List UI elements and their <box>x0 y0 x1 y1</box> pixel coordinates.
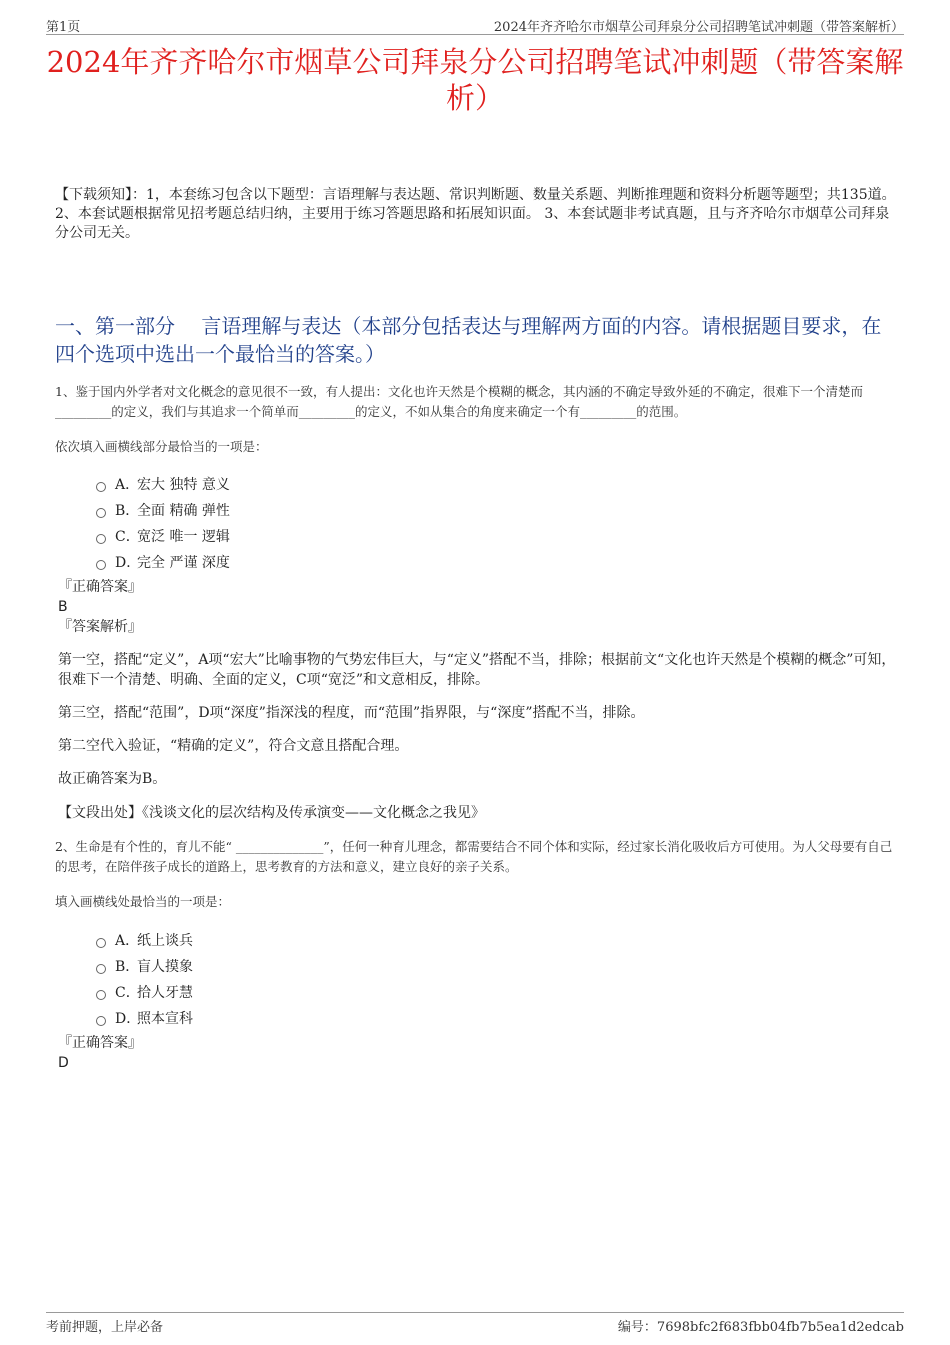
option-text: 宽泛 唯一 逻辑 <box>137 529 230 545</box>
option-letter: D． <box>115 1011 141 1027</box>
radio-icon[interactable] <box>96 990 106 1000</box>
option-letter: C． <box>115 529 140 545</box>
option-b[interactable] <box>96 953 193 979</box>
document-title: 2024年齐齐哈尔市烟草公司拜泉分公司招聘笔试冲刺题（带答案解析） <box>46 45 904 115</box>
analysis-paragraph: 第一空，搭配“定义”，A项“宏大”比喻事物的气势宏伟巨大，与“定义”搭配不当，排除；根据前文“文化也许天然是个模糊的概念”可知，很难下一个清楚、明确、全面的定义，C项“宽泛”和文意相反，排除。 <box>58 652 896 688</box>
option-c[interactable] <box>96 979 193 1005</box>
passage-source: 【文段出处】《浅谈文化的层次结构及传承演变——文化概念之我见》 <box>58 805 485 821</box>
radio-icon[interactable] <box>96 560 106 570</box>
option-text: 盲人摸象 <box>137 959 193 975</box>
answer-label: 『正确答案』 <box>58 579 142 595</box>
radio-icon[interactable] <box>96 534 106 544</box>
page-header <box>46 14 904 35</box>
analysis-paragraph: 第二空代入验证，“精确的定义”，符合文意且搭配合理。 <box>58 738 409 754</box>
question-2-prompt: 填入画横线处最恰当的一项是： <box>55 894 231 909</box>
option-letter: B． <box>115 959 140 975</box>
question-2-options <box>96 927 193 1031</box>
option-text: 拾人牙慧 <box>137 985 193 1001</box>
option-d[interactable] <box>96 549 230 575</box>
option-d[interactable] <box>96 1005 193 1031</box>
option-letter: D． <box>115 555 141 571</box>
analysis-label: 『答案解析』 <box>58 619 142 635</box>
answer-value: D <box>58 1055 69 1071</box>
radio-icon[interactable] <box>96 964 106 974</box>
option-text: 全面 精确 弹性 <box>137 503 230 519</box>
question-1-text: 1、鉴于国内外学者对文化概念的意见很不一致，有人提出：文化也许天然是个模糊的概念，其内涵的不确定导致外延的不确定，很难下一个清楚而_________的定义，我们与其追求一个简单而_________的定义，不如从集合的角度来确定一个有_________的范围。 <box>55 384 863 419</box>
footer-code: 编号：7698bfc2f683fbb04fb7b5ea1d2edcab <box>617 1320 904 1335</box>
radio-icon[interactable] <box>96 508 106 518</box>
option-letter: B． <box>115 503 140 519</box>
question-2-text: 2、生命是有个性的，育儿不能“ ______________”，任何一种育儿理念，都需要结合不同个体和实际，经过家长消化吸收后方可使用。为人父母要有自己的思考，在陪伴孩子成长的道路上，思考教育的方法和意义，建立良好的亲子关系。 <box>55 839 893 874</box>
radio-icon[interactable] <box>96 1016 106 1026</box>
option-text: 完全 严谨 深度 <box>137 555 230 571</box>
option-letter: A． <box>115 477 140 493</box>
option-a[interactable] <box>96 927 193 953</box>
option-text: 照本宣科 <box>137 1011 193 1027</box>
header-doc-title: 2024年齐齐哈尔市烟草公司拜泉分公司招聘笔试冲刺题（带答案解析） <box>493 20 904 35</box>
radio-icon[interactable] <box>96 482 106 492</box>
radio-icon[interactable] <box>96 938 106 948</box>
download-notice: 【下载须知】：1，本套练习包含以下题型：言语理解与表达题、常识判断题、数量关系题、判断推理题和资料分析题等题型；共135道。 2、本套试题根据常见招考题总结归纳，主要用于练习答题思路和拓展知识面。 3、本套试题非考试真题，且与齐齐哈尔市烟草公司拜泉分公司无关。 <box>55 187 896 241</box>
footer-slogan: 考前押题，上岸必备 <box>46 1320 164 1335</box>
analysis-paragraph: 第三空，搭配“范围”，D项“深度”指深浅的程度，而“范围”指界限，与“深度”搭配不当，排除。 <box>58 705 645 721</box>
question-1-prompt: 依次填入画横线部分最恰当的一项是： <box>55 439 268 454</box>
page-footer <box>46 1312 904 1335</box>
option-a[interactable] <box>96 471 230 497</box>
option-letter: C． <box>115 985 140 1001</box>
option-letter: A． <box>115 933 140 949</box>
answer-label: 『正确答案』 <box>58 1035 142 1051</box>
section-heading: 一、第一部分 言语理解与表达（本部分包括表达与理解两方面的内容。请根据题目要求，在四个选项中选出一个最恰当的答案。） <box>55 314 882 366</box>
page-number: 第1页 <box>46 20 81 35</box>
answer-value: B <box>58 599 68 615</box>
option-c[interactable] <box>96 523 230 549</box>
option-text: 宏大 独特 意义 <box>137 477 230 493</box>
option-b[interactable] <box>96 497 230 523</box>
question-1-options <box>96 471 230 575</box>
option-text: 纸上谈兵 <box>137 933 193 949</box>
analysis-paragraph: 故正确答案为B。 <box>58 771 167 787</box>
